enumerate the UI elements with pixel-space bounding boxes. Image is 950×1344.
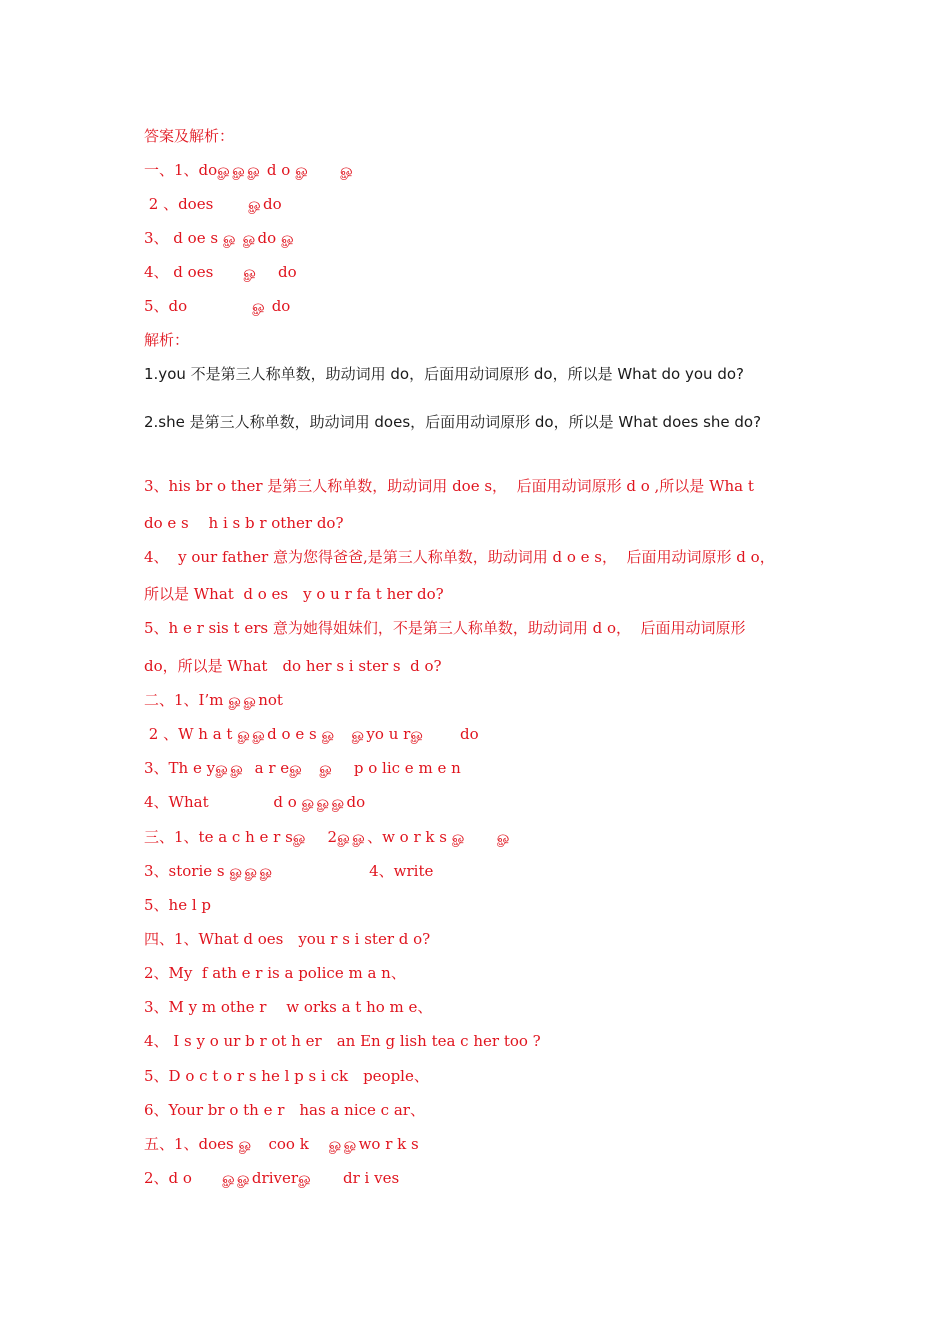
section2-line: 3、Th e yௐௐ a r eௐ ௐ p o lic e m e n [144, 759, 461, 777]
analysis-line: do，所以是 What do her s i ster s d o? [144, 657, 442, 675]
section4-line: 6、Your br o th e r has a nice c ar、 [144, 1101, 425, 1119]
section4-line: 2、My f ath e r is a police m a n、 [144, 964, 406, 982]
section1-line: 2 、does ௐdo [144, 195, 282, 213]
section1-line: 3、 d oe s ௐ ௐdo ௐ [144, 229, 296, 247]
section2-line: 2 、W h a t ௐௐd o e s ௐ ௐyo u rௐ do [144, 725, 479, 743]
section3-line: 3、storie s ௐௐௐ 4、write [144, 862, 434, 880]
section1-line: 一、1、doௐௐௐ d o ௐ ௐ [144, 161, 356, 179]
section2-line: 二、1、I’m ௐௐnot [144, 691, 283, 709]
analysis-line: 3、his br o ther 是第三人称单数，助动词用 doe s， 后面用动词原形 d o ,所以是 Wha t [144, 477, 754, 495]
section5-line: 2、d o ௐௐdriverௐ dr i ves [144, 1169, 400, 1187]
section1-line: 4、 d oes ௐ do [144, 263, 297, 281]
answer-heading: 答案及解析： [144, 127, 235, 145]
analysis-label: 解析： [144, 331, 190, 349]
section4-line: 4、 I s y o ur b r ot h er an En g lish tea c her too ? [144, 1032, 541, 1050]
section5-line: 五、1、does ௐ coo k ௐௐwo r k s [144, 1135, 419, 1153]
analysis-line: 所以是 What d o es y o u r fa t her do? [144, 585, 444, 603]
section3-line: 三、1、te a c h e r sௐ 2ௐௐ、w o r k s ௐ ௐ [144, 828, 512, 846]
section2-line: 4、What d o ௐௐௐdo [144, 793, 366, 811]
section4-line: 3、M y m othe r w orks a t ho m e、 [144, 998, 433, 1016]
section4-line: 5、D o c t o r s he l p s i ck people、 [144, 1067, 429, 1085]
analysis-line: 5、h e r sis t ers 意为她得姐妹们，不是第三人称单数，助动词用 d o， 后面用动词原形 [144, 619, 746, 637]
analysis-line: 1.you 不是第三人称单数，助动词用 do，后面用动词原形 do，所以是 What do you do? [144, 365, 744, 383]
analysis-line: 2.she 是第三人称单数，助动词用 does，后面用动词原形 do，所以是 What does she do? [144, 413, 762, 431]
section1-line: 5、do ௐ do [144, 297, 291, 315]
section3-line: 5、he l p [144, 896, 212, 914]
section4-line: 四、1、What d oes you r s i ster d o? [144, 930, 431, 948]
analysis-line: 4、 y our father 意为您得爸爸,是第三人称单数，助动词用 d o e s， 后面用动词原形 d o， [144, 548, 775, 566]
analysis-line: do e s h i s b r other do? [144, 514, 344, 532]
